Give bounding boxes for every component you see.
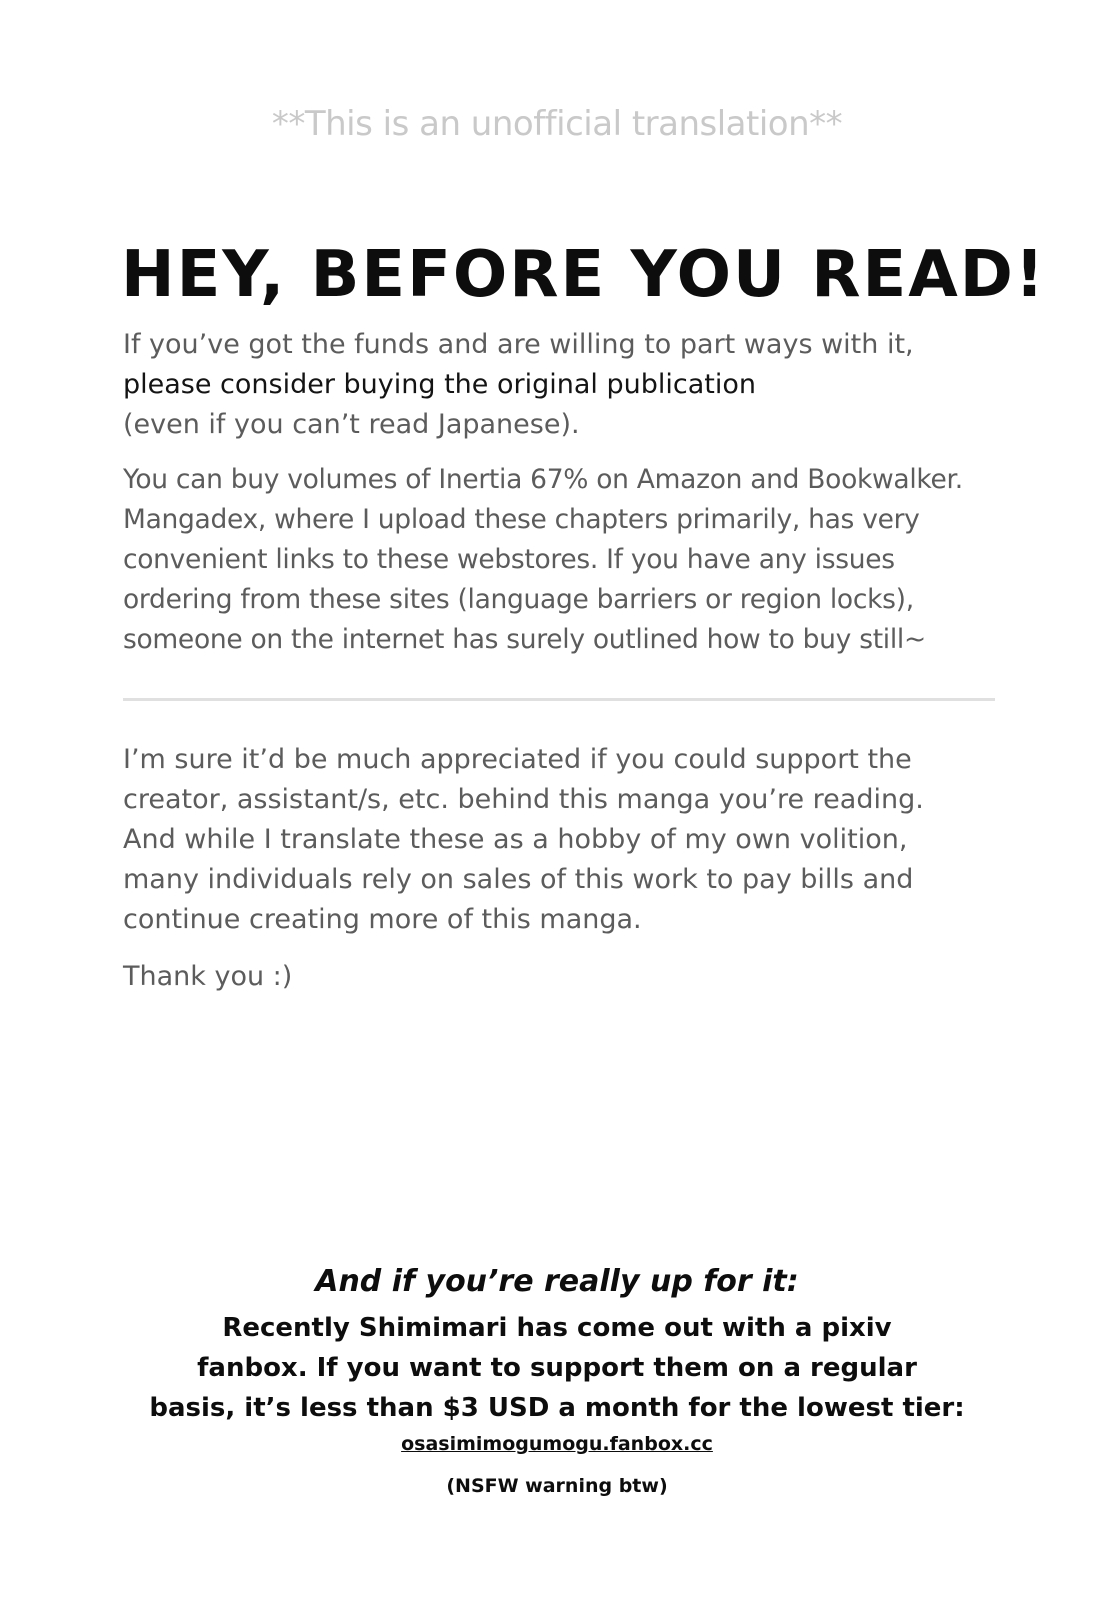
support-creator-paragraph [123, 740, 1003, 940]
nsfw-warning: (NSFW warning btw) [446, 1475, 668, 1497]
paragraph-line: You can buy volumes of Inertia 67% on Amazon and Bookwalker. [123, 464, 963, 495]
support-line: basis, it’s less than $3 USD a month for the lowest tier: [149, 1393, 965, 1423]
paragraph-line: And while I translate these as a hobby of my own volition, [123, 824, 908, 855]
section-divider [123, 698, 995, 701]
paragraph-line: convenient links to these webstores. If you have any issues [123, 544, 895, 575]
where-to-buy-paragraph [123, 460, 1003, 660]
thank-you-text: Thank you :) [123, 961, 293, 992]
fanbox-support-text [0, 1308, 1114, 1428]
cta-heading: And if you’re really up for it: [315, 1264, 799, 1299]
fanbox-link[interactable]: osasimimogumogu.fanbox.cc [401, 1433, 713, 1455]
support-line: Recently Shimimari has come out with a pixiv [222, 1313, 892, 1343]
paragraph-line: Mangadex, where I upload these chapters primarily, has very [123, 504, 920, 535]
paragraph-line: ordering from these sites (language barriers or region locks), [123, 584, 914, 615]
paragraph-line: I’m sure it’d be much appreciated if you could support the [123, 744, 912, 775]
page-title: HEY, BEFORE YOU READ! [121, 238, 1047, 312]
paragraph-line: many individuals rely on sales of this work to pay bills and [123, 864, 914, 895]
buy-original-emphasis: please consider buying the original publication [123, 369, 756, 400]
fanbox-link-container [0, 1433, 1114, 1455]
paragraph-line: creator, assistant/s, etc. behind this manga you’re reading. [123, 784, 924, 815]
funds-paragraph [123, 325, 1003, 445]
paragraph-line: (even if you can’t read Japanese). [123, 409, 580, 440]
support-line: fanbox. If you want to support them on a regular [197, 1353, 917, 1383]
paragraph-line: continue creating more of this manga. [123, 904, 642, 935]
unofficial-translation-disclaimer: **This is an unofficial translation** [271, 104, 843, 144]
paragraph-line: someone on the internet has surely outlined how to buy still~ [123, 624, 926, 655]
paragraph-line: If you’ve got the funds and are willing to part ways with it, [123, 329, 914, 360]
